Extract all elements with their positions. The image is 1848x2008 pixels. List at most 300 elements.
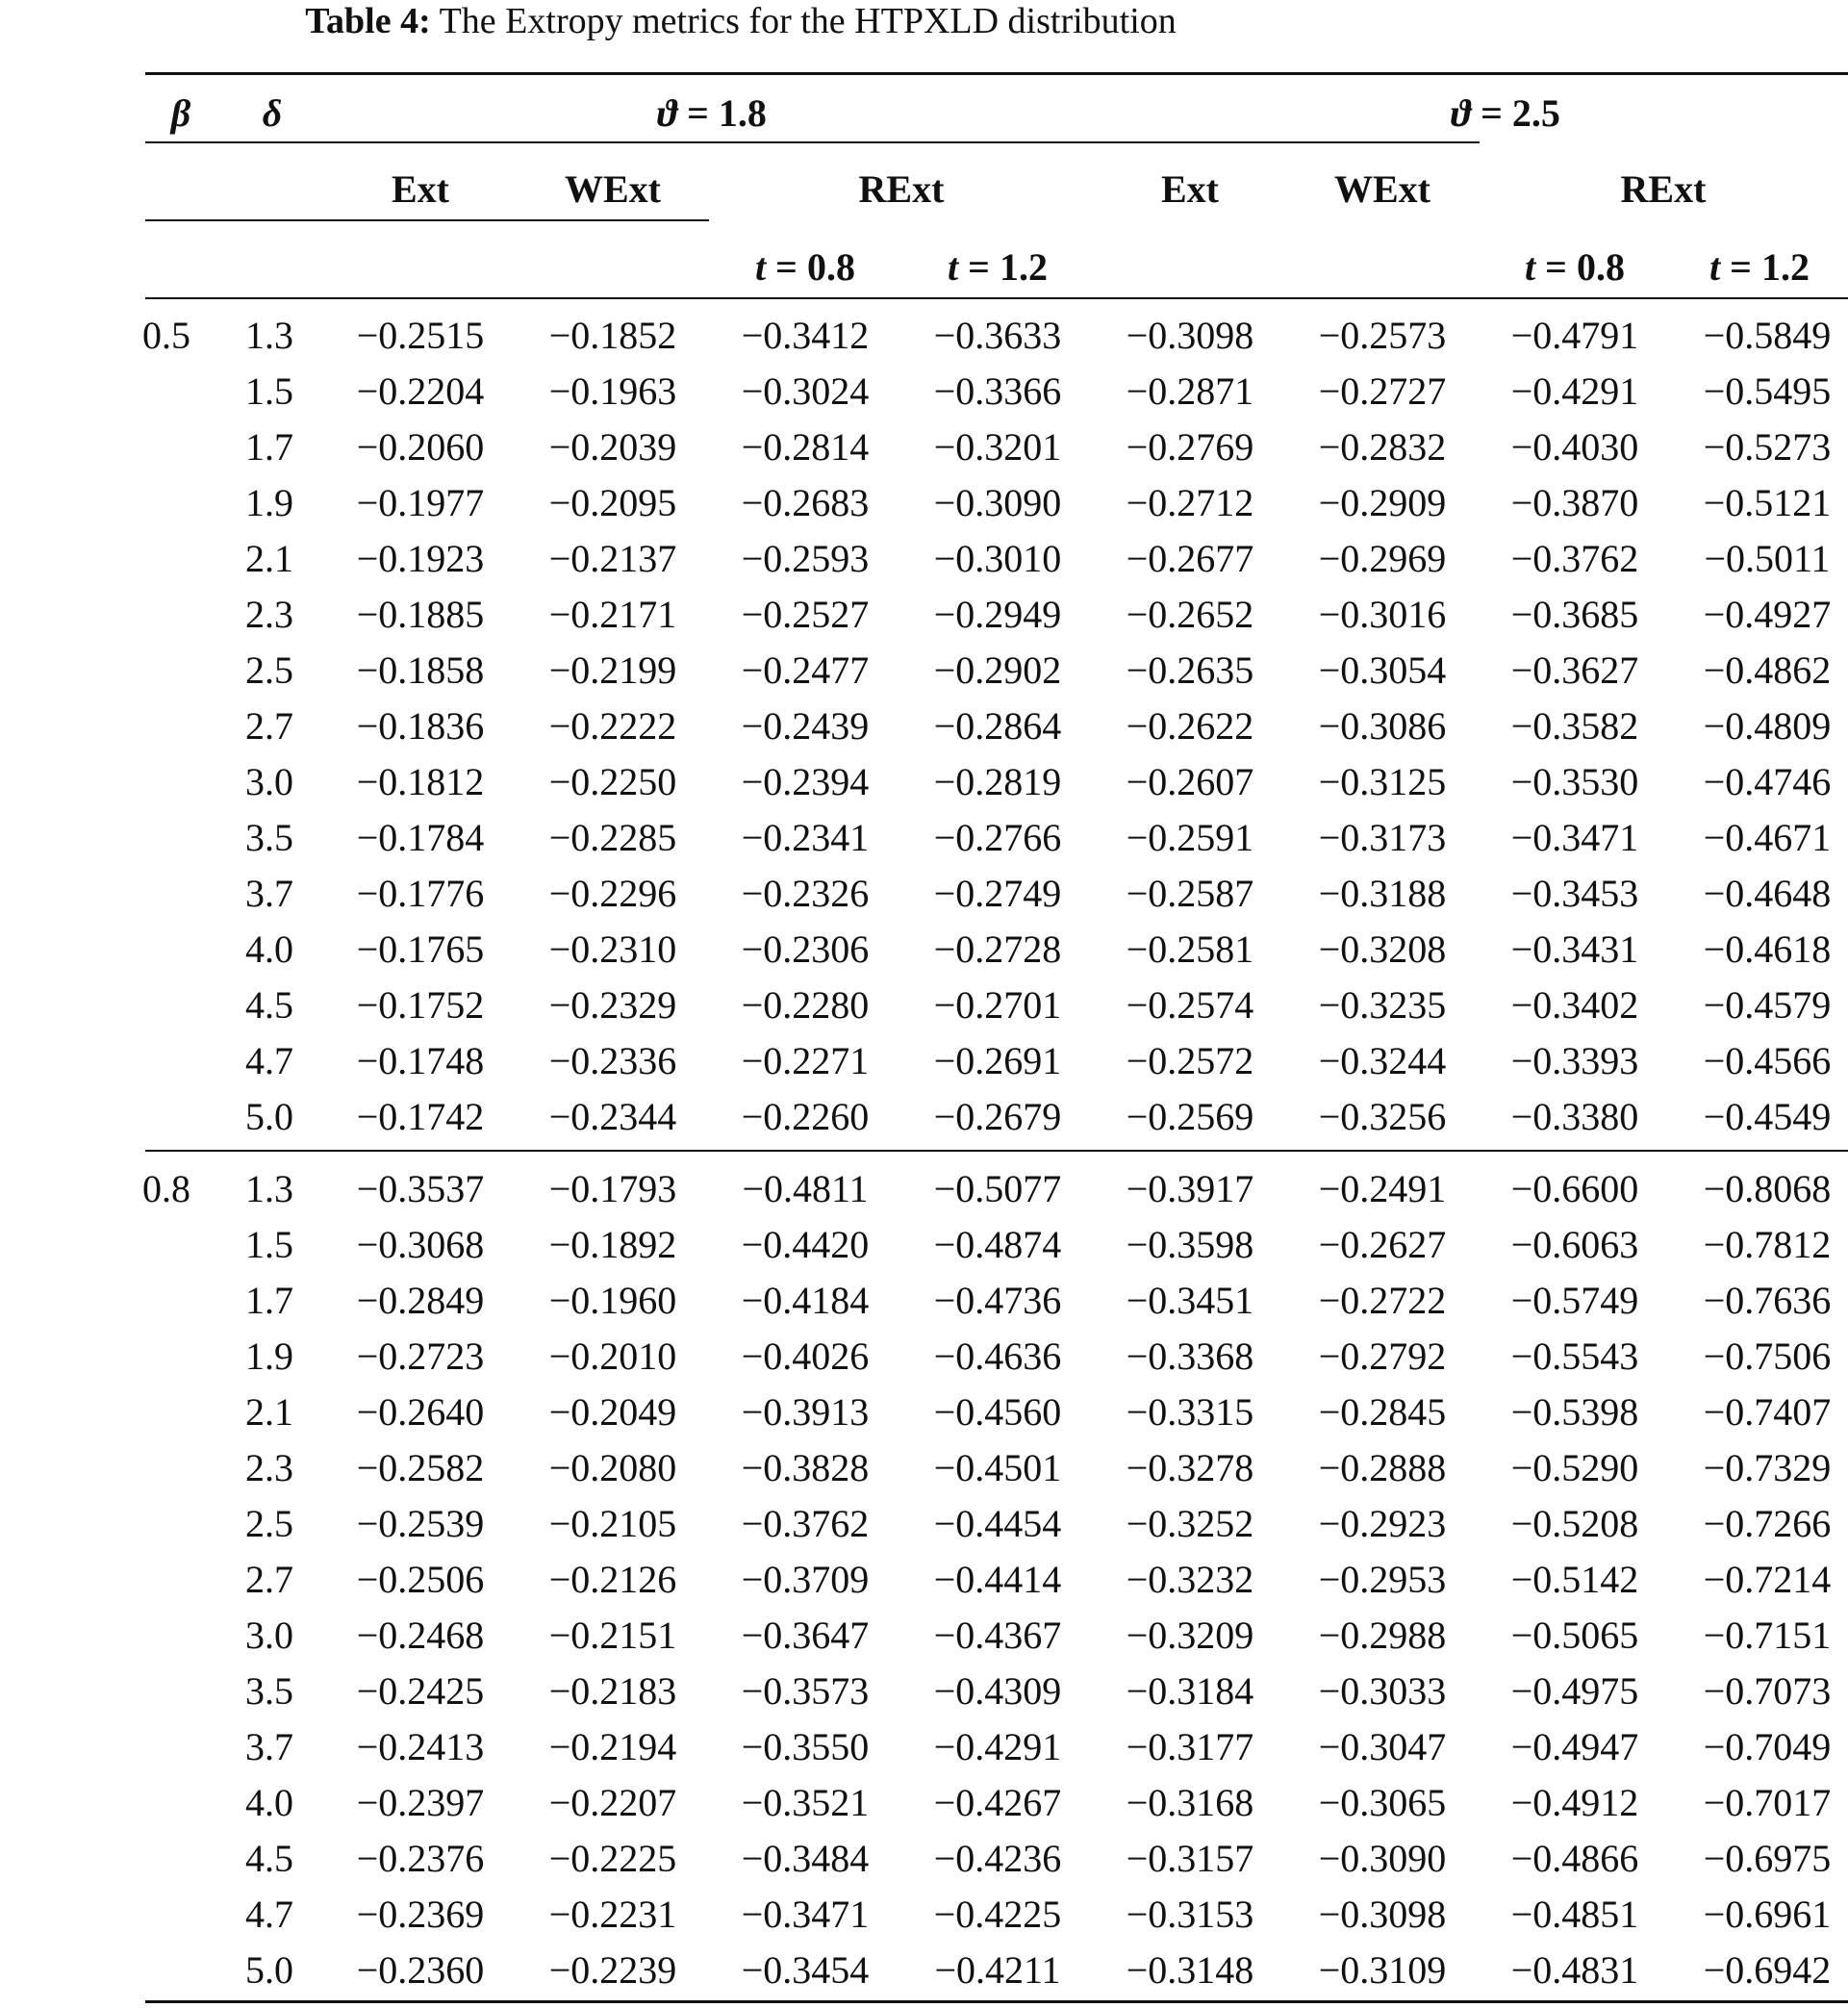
value-cell: −0.2394 (741, 760, 870, 803)
value-cell: −0.2397 (356, 1781, 485, 1824)
delta-cell: 2.3 (245, 593, 293, 636)
header-t-value: = 1.2 (958, 245, 1048, 289)
table-row (0, 1161, 1848, 1217)
value-cell: −0.3235 (1318, 983, 1447, 1027)
value-cell: −0.2271 (741, 1039, 870, 1082)
value-cell: −0.7266 (1703, 1502, 1832, 1545)
value-cell: −0.5077 (933, 1167, 1062, 1210)
delta-cell: 4.7 (245, 1039, 293, 1082)
value-cell: −0.4912 (1510, 1781, 1639, 1824)
delta-cell: 3.5 (245, 816, 293, 859)
value-cell: −0.4184 (741, 1279, 870, 1322)
value-cell: −0.4420 (741, 1223, 870, 1266)
value-cell: −0.4454 (933, 1502, 1062, 1545)
value-cell: −0.2137 (548, 537, 677, 580)
table-row (0, 1385, 1848, 1440)
value-cell: −0.6961 (1703, 1893, 1832, 1936)
value-cell: −0.7049 (1703, 1725, 1832, 1768)
header-beta (142, 90, 219, 137)
value-cell: −0.2539 (356, 1502, 485, 1545)
value-cell: −0.4309 (933, 1669, 1062, 1713)
value-cell: −0.3550 (741, 1725, 870, 1768)
value-cell: −0.2280 (741, 983, 870, 1027)
value-cell: −0.2199 (548, 648, 677, 692)
value-cell: −0.1960 (548, 1279, 677, 1322)
value-cell: −0.2712 (1126, 481, 1254, 524)
value-cell: −0.3870 (1510, 481, 1639, 524)
delta-cell: 1.9 (245, 1334, 293, 1378)
value-cell: −0.2151 (548, 1614, 677, 1657)
value-cell: −0.7506 (1703, 1334, 1832, 1378)
value-cell: −0.3315 (1126, 1390, 1254, 1434)
value-cell: −0.2691 (933, 1039, 1062, 1082)
table-row (0, 419, 1848, 475)
value-cell: −0.3451 (1126, 1279, 1254, 1322)
value-cell: −0.4579 (1703, 983, 1832, 1027)
header-t-symbol: t (1709, 245, 1721, 289)
value-cell: −0.4975 (1510, 1669, 1639, 1713)
value-cell: −0.2635 (1126, 648, 1254, 692)
header-t-12-2 (1671, 244, 1848, 291)
value-cell: −0.3252 (1126, 1502, 1254, 1545)
value-cell: −0.2627 (1318, 1223, 1447, 1266)
delta-cell: 4.7 (245, 1893, 293, 1936)
value-cell: −0.3090 (1318, 1837, 1447, 1880)
value-cell: −0.2010 (548, 1334, 677, 1378)
value-cell: −0.3209 (1126, 1614, 1254, 1657)
value-cell: −0.1885 (356, 593, 485, 636)
delta-cell: 5.0 (245, 1095, 293, 1138)
value-cell: −0.2864 (933, 704, 1062, 748)
value-cell: −0.2573 (1318, 314, 1447, 357)
group-separator-rule (145, 1150, 1848, 1152)
delta-cell: 1.5 (245, 1223, 293, 1266)
value-cell: −0.2722 (1318, 1279, 1447, 1322)
value-cell: −0.3024 (741, 369, 870, 413)
delta-cell: 4.5 (245, 983, 293, 1027)
header-delta (234, 90, 311, 137)
value-cell: −0.1793 (548, 1167, 677, 1210)
delta-cell: 2.5 (245, 648, 293, 692)
value-cell: −0.3054 (1318, 648, 1447, 692)
value-cell: −0.3090 (933, 481, 1062, 524)
value-cell: −0.3484 (741, 1837, 870, 1880)
value-cell: −0.1784 (356, 816, 485, 859)
value-cell: −0.2049 (548, 1390, 677, 1434)
value-cell: −0.2329 (548, 983, 677, 1027)
value-cell: −0.7329 (1703, 1446, 1832, 1489)
value-cell: −0.4648 (1703, 872, 1832, 915)
value-cell: −0.2923 (1318, 1502, 1447, 1545)
value-cell: −0.2683 (741, 481, 870, 524)
value-cell: −0.4811 (742, 1167, 869, 1210)
value-cell: −0.2988 (1318, 1614, 1447, 1657)
value-cell: −0.2701 (933, 983, 1062, 1027)
value-cell: −0.2105 (548, 1502, 677, 1545)
value-cell: −0.6600 (1510, 1167, 1639, 1210)
value-cell: −0.4566 (1703, 1039, 1832, 1082)
value-cell: −0.1836 (356, 704, 485, 748)
value-cell: −0.2310 (548, 928, 677, 971)
value-cell: −0.1852 (548, 314, 677, 357)
value-cell: −0.4267 (933, 1781, 1062, 1824)
value-cell: −0.2572 (1126, 1039, 1254, 1082)
delta-cell: 5.0 (245, 1948, 293, 1992)
header-group-theta-2 (1371, 90, 1640, 137)
value-cell: −0.2060 (356, 425, 485, 469)
value-cell: −0.3065 (1318, 1781, 1447, 1824)
value-cell: −0.4560 (933, 1390, 1062, 1434)
value-cell: −0.7073 (1703, 1669, 1832, 1713)
value-cell: −0.2225 (548, 1837, 677, 1880)
delta-cell: 1.3 (245, 1167, 293, 1210)
header-delta-symbol: δ (262, 91, 283, 135)
value-cell: −0.2766 (933, 816, 1062, 859)
value-cell: −0.3098 (1126, 314, 1254, 357)
value-cell: −0.2888 (1318, 1446, 1447, 1489)
table-row (0, 364, 1848, 419)
value-cell: −0.6942 (1703, 1948, 1832, 1992)
value-cell: −0.2477 (741, 648, 870, 692)
value-cell: −0.3647 (741, 1614, 870, 1657)
value-cell: −0.2095 (548, 481, 677, 524)
value-cell: −0.4671 (1703, 816, 1832, 859)
value-cell: −0.3148 (1126, 1948, 1254, 1992)
header-wext-2: WExt (1334, 167, 1430, 211)
top-rule (145, 72, 1848, 75)
value-cell: −0.4414 (933, 1558, 1062, 1601)
value-cell: −0.2468 (356, 1614, 485, 1657)
value-cell: −0.2425 (356, 1669, 485, 1713)
beta-cell: 0.8 (142, 1167, 190, 1210)
table-row (0, 866, 1848, 922)
value-cell: −0.2344 (548, 1095, 677, 1138)
value-cell: −0.2204 (356, 369, 485, 413)
value-cell: −0.3530 (1510, 760, 1639, 803)
table-row (0, 1440, 1848, 1496)
header-rext-2: RExt (1620, 167, 1707, 211)
value-cell: −0.2527 (741, 593, 870, 636)
value-cell: −0.1765 (356, 928, 485, 971)
value-cell: −0.1923 (356, 537, 485, 580)
value-cell: −0.4791 (1510, 314, 1639, 357)
value-cell: −0.2376 (356, 1837, 485, 1880)
delta-cell: 2.3 (245, 1446, 293, 1489)
table-row (0, 978, 1848, 1033)
value-cell: −0.2832 (1318, 425, 1447, 469)
value-cell: −0.7214 (1703, 1558, 1832, 1601)
value-cell: −0.3471 (1510, 816, 1639, 859)
value-cell: −0.2679 (933, 1095, 1062, 1138)
value-cell: −0.3173 (1318, 816, 1447, 859)
value-cell: −0.2902 (933, 648, 1062, 692)
value-cell: −0.2723 (356, 1334, 485, 1378)
delta-cell: 3.0 (245, 760, 293, 803)
table-row (0, 1552, 1848, 1608)
table-row (0, 1887, 1848, 1943)
value-cell: −0.1752 (356, 983, 485, 1027)
value-cell: −0.3627 (1510, 648, 1639, 692)
value-cell: −0.2250 (548, 760, 677, 803)
delta-cell: 1.7 (245, 1279, 293, 1322)
value-cell: −0.3521 (741, 1781, 870, 1824)
value-cell: −0.3582 (1510, 704, 1639, 748)
value-cell: −0.4236 (933, 1837, 1062, 1880)
value-cell: −0.2413 (356, 1725, 485, 1768)
table-row (0, 1089, 1848, 1145)
value-cell: −0.2622 (1126, 704, 1254, 748)
value-cell: −0.3016 (1318, 593, 1447, 636)
value-cell: −0.2239 (548, 1948, 677, 1992)
value-cell: −0.3366 (933, 369, 1062, 413)
header-ext-2: Ext (1161, 167, 1219, 211)
delta-cell: 1.5 (245, 369, 293, 413)
value-cell: −0.3762 (741, 1502, 870, 1545)
value-cell: −0.3393 (1510, 1039, 1639, 1082)
table-row (0, 1775, 1848, 1831)
value-cell: −0.5749 (1510, 1279, 1639, 1322)
value-cell: −0.2439 (741, 704, 870, 748)
table-row (0, 587, 1848, 643)
table-row (0, 1664, 1848, 1719)
table-caption-text: The Extropy metrics for the HTPXLD distribution (439, 1, 1177, 41)
value-cell: −0.4874 (933, 1223, 1062, 1266)
value-cell: −0.1742 (356, 1095, 485, 1138)
delta-cell: 1.7 (245, 425, 293, 469)
value-cell: −0.8068 (1703, 1167, 1832, 1210)
value-cell: −0.4746 (1703, 760, 1832, 803)
value-cell: −0.1977 (356, 481, 485, 524)
delta-cell: 1.9 (245, 481, 293, 524)
header-theta-value: = 2.5 (1471, 91, 1560, 135)
value-cell: −0.2171 (548, 593, 677, 636)
table-row (0, 1033, 1848, 1089)
value-cell: −0.3201 (933, 425, 1062, 469)
table-caption (0, 0, 1481, 42)
value-cell: −0.2593 (741, 537, 870, 580)
header-wext-1: WExt (565, 167, 661, 211)
value-cell: −0.2909 (1318, 481, 1447, 524)
value-cell: −0.2360 (356, 1948, 485, 1992)
value-cell: −0.4862 (1703, 648, 1832, 692)
value-cell: −0.2727 (1318, 369, 1447, 413)
value-cell: −0.2581 (1126, 928, 1254, 971)
header-bottom-rule (145, 297, 1848, 299)
header-theta-symbol: ϑ (657, 91, 678, 135)
delta-cell: 2.7 (245, 1558, 293, 1601)
value-cell: −0.2506 (356, 1558, 485, 1601)
delta-cell: 4.5 (245, 1837, 293, 1880)
value-cell: −0.5142 (1510, 1558, 1639, 1601)
value-cell: −0.4851 (1510, 1893, 1639, 1936)
value-cell: −0.3168 (1126, 1781, 1254, 1824)
value-cell: −0.3244 (1318, 1039, 1447, 1082)
delta-cell: 1.3 (245, 314, 293, 357)
table-row (0, 922, 1848, 978)
value-cell: −0.3278 (1126, 1446, 1254, 1489)
value-cell: −0.7636 (1703, 1279, 1832, 1322)
value-cell: −0.5543 (1510, 1334, 1639, 1378)
delta-cell: 2.1 (245, 537, 293, 580)
value-cell: −0.5849 (1703, 314, 1832, 357)
value-cell: −0.2194 (548, 1725, 677, 1768)
value-cell: −0.3633 (933, 314, 1062, 357)
header-beta-symbol: β (170, 91, 191, 135)
value-cell: −0.3454 (741, 1948, 870, 1992)
value-cell: −0.3471 (741, 1893, 870, 1936)
delta-cell: 3.7 (245, 872, 293, 915)
value-cell: −0.4831 (1510, 1948, 1639, 1992)
value-cell: −0.3086 (1318, 704, 1447, 748)
value-cell: −0.4636 (933, 1334, 1062, 1378)
value-cell: −0.3098 (1318, 1893, 1447, 1936)
table-row (0, 1831, 1848, 1887)
value-cell: −0.2769 (1126, 425, 1254, 469)
delta-cell: 2.7 (245, 704, 293, 748)
value-cell: −0.3368 (1126, 1334, 1254, 1378)
value-cell: −0.3709 (741, 1558, 870, 1601)
value-cell: −0.3453 (1510, 872, 1639, 915)
table-row (0, 475, 1848, 531)
value-cell: −0.6975 (1703, 1837, 1832, 1880)
value-cell: −0.3068 (356, 1223, 485, 1266)
value-cell: −0.3412 (741, 314, 870, 357)
header-t-value: = 0.8 (1535, 245, 1625, 289)
value-cell: −0.3177 (1126, 1725, 1254, 1768)
value-cell: −0.7151 (1703, 1614, 1832, 1657)
value-cell: −0.7017 (1703, 1781, 1832, 1824)
value-cell: −0.4927 (1703, 593, 1832, 636)
value-cell: −0.3047 (1318, 1725, 1447, 1768)
value-cell: −0.3188 (1318, 872, 1447, 915)
value-cell: −0.2341 (741, 816, 870, 859)
value-cell: −0.3125 (1318, 760, 1447, 803)
value-cell: −0.2953 (1318, 1558, 1447, 1601)
header-t-12-1 (901, 244, 1094, 291)
header-t-symbol: t (1525, 245, 1536, 289)
value-cell: −0.6063 (1510, 1223, 1639, 1266)
value-cell: −0.2969 (1318, 537, 1447, 580)
value-cell: −0.2336 (548, 1039, 677, 1082)
value-cell: −0.3033 (1318, 1669, 1447, 1713)
header-t-08-1 (709, 244, 901, 291)
value-cell: −0.2285 (548, 816, 677, 859)
value-cell: −0.3010 (933, 537, 1062, 580)
value-cell: −0.2491 (1318, 1167, 1447, 1210)
value-cell: −0.3913 (741, 1390, 870, 1434)
header-t-value: = 0.8 (766, 245, 855, 289)
value-cell: −0.3762 (1510, 537, 1639, 580)
value-cell: −0.4866 (1510, 1837, 1639, 1880)
value-cell: −0.2260 (741, 1095, 870, 1138)
value-cell: −0.5273 (1703, 425, 1832, 469)
table-row (0, 1719, 1848, 1775)
value-cell: −0.2819 (933, 760, 1062, 803)
table-row (0, 1943, 1848, 1998)
value-cell: −0.1776 (356, 872, 485, 915)
header-theta-symbol: ϑ (1451, 91, 1472, 135)
value-cell: −0.4809 (1703, 704, 1832, 748)
value-cell: −0.2607 (1126, 760, 1254, 803)
value-cell: −0.4291 (1510, 369, 1639, 413)
value-cell: −0.3153 (1126, 1893, 1254, 1936)
value-cell: −0.4549 (1703, 1095, 1832, 1138)
table-row (0, 643, 1848, 699)
value-cell: −0.1748 (356, 1039, 485, 1082)
value-cell: −0.5208 (1510, 1502, 1639, 1545)
value-cell: −0.5495 (1703, 369, 1832, 413)
value-cell: −0.1963 (548, 369, 677, 413)
table-row (0, 1496, 1848, 1552)
table-row (0, 699, 1848, 754)
value-cell: −0.4225 (933, 1893, 1062, 1936)
table-row (0, 754, 1848, 810)
header-t-value: = 1.2 (1720, 245, 1810, 289)
value-cell: −0.1812 (356, 760, 485, 803)
value-cell: −0.3380 (1510, 1095, 1639, 1138)
header-t-08-2 (1479, 244, 1671, 291)
value-cell: −0.4618 (1703, 928, 1832, 971)
value-cell: −0.4501 (933, 1446, 1062, 1489)
value-cell: −0.5290 (1510, 1446, 1639, 1489)
value-cell: −0.5011 (1704, 537, 1831, 580)
table-row (0, 1273, 1848, 1329)
value-cell: −0.3402 (1510, 983, 1639, 1027)
value-cell: −0.4211 (934, 1948, 1061, 1992)
value-cell: −0.2569 (1126, 1095, 1254, 1138)
value-cell: −0.4026 (741, 1334, 870, 1378)
value-cell: −0.2871 (1126, 369, 1254, 413)
value-cell: −0.4291 (933, 1725, 1062, 1768)
header-rext-1: RExt (858, 167, 945, 211)
value-cell: −0.4736 (933, 1279, 1062, 1322)
value-cell: −0.4030 (1510, 425, 1639, 469)
value-cell: −0.3573 (741, 1669, 870, 1713)
value-cell: −0.2591 (1126, 816, 1254, 859)
value-cell: −0.3232 (1126, 1558, 1254, 1601)
table-row (0, 308, 1848, 364)
value-cell: −0.2849 (356, 1279, 485, 1322)
value-cell: −0.2845 (1318, 1390, 1447, 1434)
value-cell: −0.2792 (1318, 1334, 1447, 1378)
value-cell: −0.2728 (933, 928, 1062, 971)
value-cell: −0.2126 (548, 1558, 677, 1601)
delta-cell: 3.5 (245, 1669, 293, 1713)
value-cell: −0.3157 (1126, 1837, 1254, 1880)
header-ext-1: Ext (392, 167, 449, 211)
table-row (0, 1217, 1848, 1273)
value-cell: −0.5121 (1703, 481, 1832, 524)
value-cell: −0.2677 (1126, 537, 1254, 580)
delta-cell: 2.1 (245, 1390, 293, 1434)
value-cell: −0.3208 (1318, 928, 1447, 971)
table-row (0, 1329, 1848, 1385)
value-cell: −0.2515 (356, 314, 485, 357)
value-cell: −0.2039 (548, 425, 677, 469)
value-cell: −0.4947 (1510, 1725, 1639, 1768)
group-rule (145, 141, 1480, 143)
value-cell: −0.5065 (1510, 1614, 1639, 1657)
value-cell: −0.3431 (1510, 928, 1639, 971)
value-cell: −0.5398 (1510, 1390, 1639, 1434)
delta-cell: 4.0 (245, 928, 293, 971)
value-cell: −0.2574 (1126, 983, 1254, 1027)
value-cell: −0.2231 (548, 1893, 677, 1936)
table-row (0, 1608, 1848, 1664)
delta-cell: 3.0 (245, 1614, 293, 1657)
header-group-theta-1 (577, 90, 847, 137)
value-cell: −0.3917 (1126, 1167, 1254, 1210)
